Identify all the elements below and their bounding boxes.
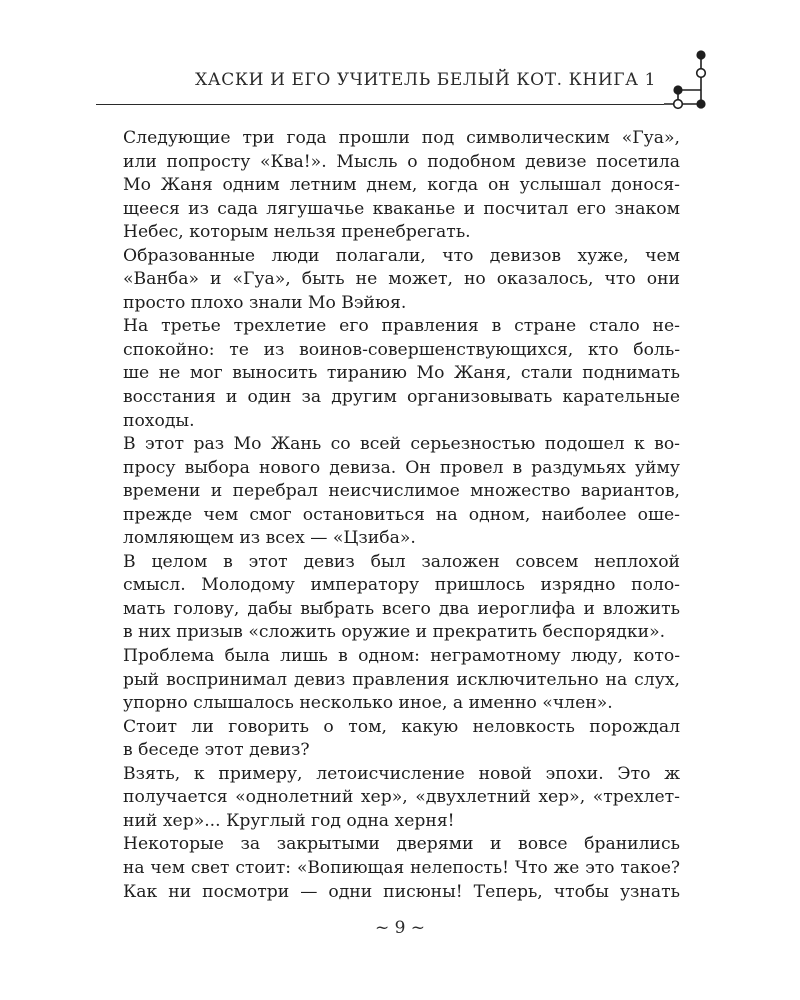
text-line: или попросту «Ква!». Мысль о подобном девизе посетила xyxy=(123,151,680,172)
paragraph xyxy=(96,551,680,645)
text-line: рый воспринимал девиз правления исключительно на слух, xyxy=(123,669,680,690)
text-line: смысл. Молодому императору пришлось изрядно поло- xyxy=(123,575,680,596)
text-line: щееся из сада лягушачье кваканье и посчитал его знаком xyxy=(123,198,680,219)
ornament-ring-upper xyxy=(697,69,706,78)
text-line: Следующие три года прошли под символическим «Гуа», xyxy=(123,128,680,148)
text-line: В этот раз Мо Жань со всей серьезностью подошел к во- xyxy=(123,434,680,455)
text-line: В целом в этот девиз был заложен совсем неплохой xyxy=(123,551,680,572)
text-line: походы. xyxy=(123,410,195,431)
text-line: Небес, которым нельзя пренебрегать. xyxy=(123,222,471,243)
text-line: времени и перебрал неисчислимое множество вариантов, xyxy=(123,481,680,502)
text-line: Мо Жаня одним летним днем, когда он услышал донося- xyxy=(123,175,680,196)
paragraph xyxy=(96,716,680,763)
page-number: ~ 9 ~ xyxy=(374,918,426,938)
text-line: ний хер»... Круглый год одна херня! xyxy=(123,810,455,831)
text-line: восстания и один за другим организовывать карательные xyxy=(123,387,680,408)
text-line: Образованные люди полагали, что девизов хуже, чем xyxy=(123,245,680,266)
text-line: просу выбора нового девиза. Он провел в раздумьях уйму xyxy=(123,457,680,478)
text-line: Проблема была лишь в одном: неграмотному люду, кото- xyxy=(123,646,680,667)
text-line: спокойно: те из воинов-совершенствующихся, кто боль- xyxy=(123,339,680,360)
text-line: ломляющем из всех — «Цзиба». xyxy=(123,528,416,549)
text-line: Взять, к примеру, летоисчисление новой эпохи. Это ж xyxy=(123,763,680,784)
body-text xyxy=(96,127,680,904)
text-line: упорно слышалось несколько иное, а именно «член». xyxy=(123,693,613,714)
text-line: на чем свет стоит: «Вопиющая нелепость! Что же это такое? xyxy=(123,857,680,878)
paragraph xyxy=(96,433,680,551)
header-ornament-icon xyxy=(664,44,724,120)
running-header-title: ХАСКИ И ЕГО УЧИТЕЛЬ БЕЛЫЙ КОТ. КНИГА 1 xyxy=(195,70,656,90)
text-line: Стоит ли говорить о том, какую неловкость порождал xyxy=(123,716,680,737)
text-line: «Ванба» и «Гуа», быть не может, но оказалось, что они xyxy=(123,269,680,290)
ornament-dot-bottom xyxy=(696,99,705,108)
header-rule xyxy=(96,104,664,105)
ornament-dot-top xyxy=(696,50,705,59)
paragraph xyxy=(96,645,680,716)
paragraph xyxy=(96,763,680,834)
paragraph xyxy=(96,833,680,904)
text-line: Некоторые за закрытыми дверями и вовсе бранились xyxy=(123,834,680,855)
text-line: в беседе этот девиз? xyxy=(123,740,310,761)
text-line: в них призыв «сложить оружие и прекратить беспорядки». xyxy=(123,622,666,643)
text-line: На третье трехлетие его правления в стране стало не- xyxy=(123,316,680,337)
text-line: просто плохо знали Мо Вэйюя. xyxy=(123,292,407,313)
text-line: Как ни посмотри — одни писюны! Теперь, чтобы узнать xyxy=(123,881,680,902)
text-line: прежде чем смог остановиться на одном, наиболее оше- xyxy=(123,504,680,525)
paragraph xyxy=(96,127,680,245)
text-line: мать голову, дабы выбрать всего два иероглифа и вложить xyxy=(123,598,680,619)
paragraph xyxy=(96,315,680,433)
ornament-ring-lower xyxy=(674,100,683,109)
text-line: ше не мог выносить тиранию Мо Жаня, стали поднимать xyxy=(123,363,680,384)
paragraph xyxy=(96,245,680,316)
ornament-dot-middle xyxy=(673,85,682,94)
text-line: получается «однолетний хер», «двухлетний хер», «трехлет- xyxy=(123,787,680,808)
